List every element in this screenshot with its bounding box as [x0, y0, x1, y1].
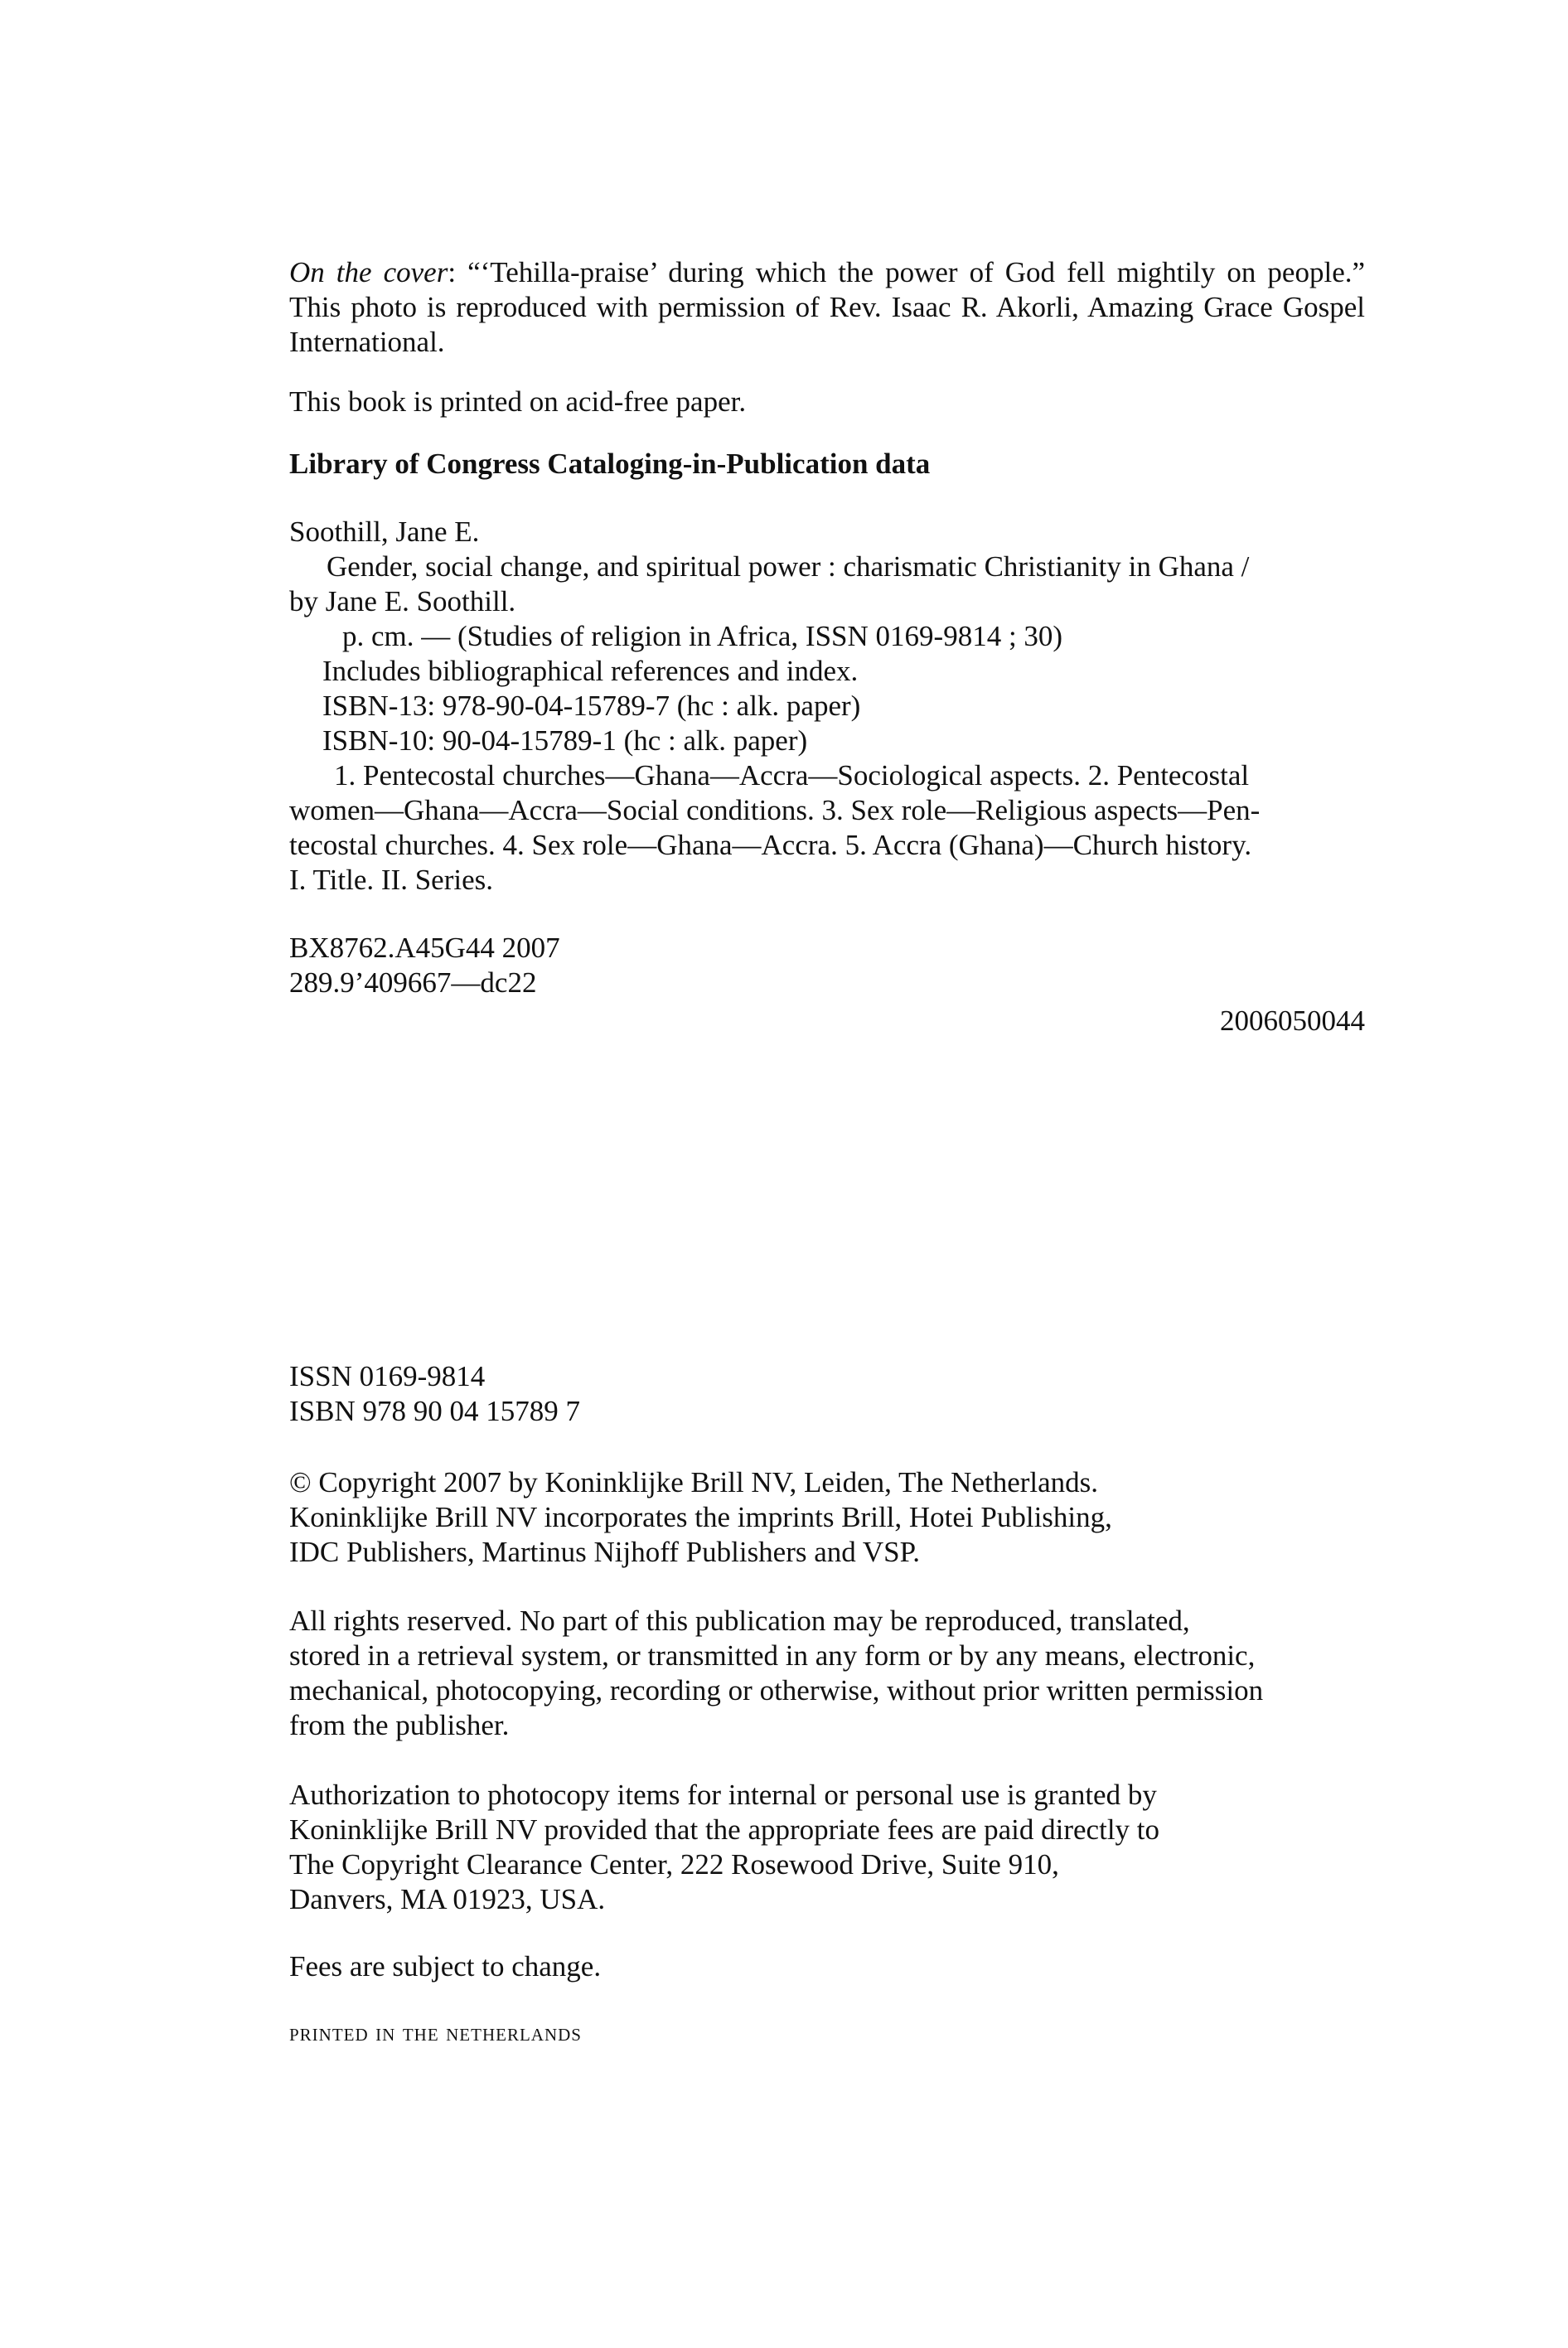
cover-note-label: On the cover: [289, 256, 448, 288]
lccn-number: 2006050044: [1220, 1005, 1365, 1037]
copyright-notice: [289, 1465, 1365, 1570]
rights-line: All rights reserved. No part of this publication may be reproduced, translated,: [289, 1605, 1190, 1637]
authorization-line: Koninklijke Brill NV provided that the appropriate fees are paid directly to: [289, 1813, 1160, 1846]
lc-cip-heading: Library of Congress Cataloging-in-Publication data: [289, 448, 931, 480]
copyright-line: Koninklijke Brill NV incorporates the imprints Brill, Hotei Publishing,: [289, 1501, 1112, 1533]
authorization-line: Danvers, MA 01923, USA.: [289, 1883, 606, 1915]
cip-series-line: p. cm. — (Studies of religion in Africa, ISSN 0169-9814 ; 30): [342, 620, 1063, 652]
isbn-number: ISBN 978 90 04 15789 7: [289, 1395, 580, 1427]
copyright-line: IDC Publishers, Martinus Nijhoff Publishers and VSP.: [289, 1536, 920, 1568]
acid-free-notice: This book is printed on acid-free paper.: [289, 385, 747, 418]
cip-subjects-line: women—Ghana—Accra—Social conditions. 3. Sex role—Religious aspects—Pen-: [289, 794, 1261, 826]
cip-title-line: Gender, social change, and spiritual power : charismatic Christianity in Ghana /: [327, 550, 1250, 583]
cip-author: Soothill, Jane E.: [289, 516, 480, 548]
printed-in-line: printed in the netherlands: [289, 2019, 582, 2046]
cip-includes-line: Includes bibliographical references and index.: [322, 655, 859, 687]
cip-isbn13: ISBN-13: 978-90-04-15789-7 (hc : alk. paper): [322, 690, 861, 722]
issn-number: ISSN 0169-9814: [289, 1360, 486, 1392]
cover-note: [289, 255, 1365, 360]
cip-title-line: by Jane E. Soothill.: [289, 585, 516, 617]
rights-line: stored in a retrieval system, or transmitted in any form or by any means, electronic,: [289, 1639, 1256, 1672]
classification-block: [289, 931, 1365, 1038]
authorization-notice: [289, 1778, 1365, 1917]
authorization-line: The Copyright Clearance Center, 222 Rosewood Drive, Suite 910,: [289, 1848, 1059, 1881]
fees-line: Fees are subject to change.: [289, 1950, 602, 1982]
cip-isbn10: ISBN-10: 90-04-15789-1 (hc : alk. paper): [322, 724, 808, 757]
cover-note-text: : “‘Tehilla-praise’ during which the power of God fell mightily on people.” This photo is reproduced with permission of Rev. Isaac R. Akorli, Amazing Grace Gospel International.: [289, 256, 1366, 358]
lc-classification: BX8762.A45G44 2007: [289, 932, 560, 964]
rights-line: from the publisher.: [289, 1709, 510, 1741]
cip-subjects-line: tecostal churches. 4. Sex role—Ghana—Accra. 5. Accra (Ghana)—Church history.: [289, 829, 1252, 861]
printed-notice: [289, 2016, 1365, 2050]
fees-notice: [289, 1949, 1365, 1984]
rights-notice: [289, 1604, 1365, 1743]
identifiers-block: [289, 1359, 580, 1429]
cip-subjects-line: I. Title. II. Series.: [289, 864, 493, 896]
dewey-classification: 289.9’409667—dc22: [289, 966, 537, 999]
cip-subjects-line: 1. Pentecostal churches—Ghana—Accra—Sociological aspects. 2. Pentecostal: [334, 759, 1250, 792]
copyright-page: [289, 255, 1365, 1038]
rights-line: mechanical, photocopying, recording or otherwise, without prior written permission: [289, 1674, 1264, 1707]
authorization-line: Authorization to photocopy items for internal or personal use is granted by: [289, 1779, 1157, 1811]
copyright-line: © Copyright 2007 by Koninklijke Brill NV, Leiden, The Netherlands.: [289, 1466, 1099, 1498]
cip-record: [289, 515, 1365, 898]
